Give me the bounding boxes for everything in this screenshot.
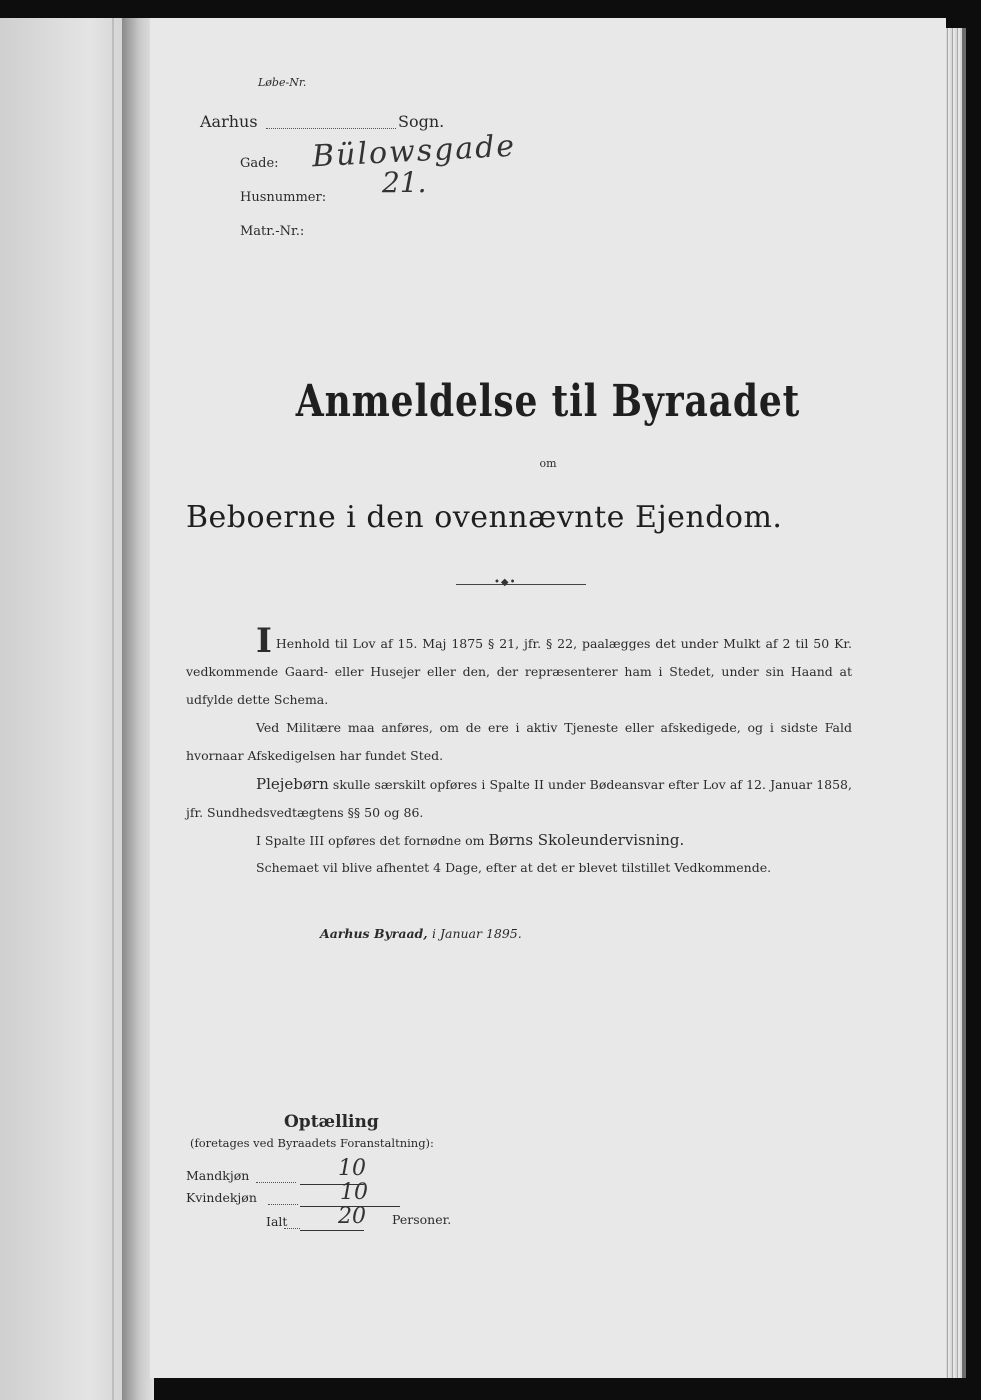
- title-om: om: [539, 457, 557, 470]
- signature-line: [320, 926, 522, 941]
- document-subtitle: Beboerne i den ovennævnte Ejendom.: [186, 500, 783, 535]
- total-label: Ialt: [266, 1214, 288, 1229]
- left-page-edge: [112, 18, 114, 1400]
- dropcap: I: [256, 621, 272, 661]
- total-entry-line: [300, 1230, 364, 1231]
- paragraph-law-text: Henhold til Lov af 15. Maj 1875 § 21, jfr. § 22, paalægges det under Mulkt af 2 til 50 Kr. vedkommende Gaard- eller Husejer eller den, der repræsenterer ham i Stedet, under sin Haand at udfylde dette Schema.: [186, 636, 852, 707]
- sogn-label: Sogn.: [398, 112, 445, 131]
- total-count-value: 20: [338, 1204, 366, 1229]
- female-label: Kvindekjøn: [186, 1190, 257, 1205]
- divider-line: [456, 584, 586, 585]
- husnummer-label: Husnummer:: [240, 190, 327, 205]
- count-subtitle: (foretages ved Byraadets Foranstaltning):: [190, 1136, 434, 1150]
- divider-ornament: •◆•: [494, 577, 517, 588]
- paragraph-schooling: [256, 826, 852, 855]
- page-stack-shadow: [962, 28, 966, 1378]
- signature-org: Aarhus Byraad,: [320, 926, 428, 941]
- paragraph-pickup: Schemaet vil blive afhentet 4 Dage, efter at det er blevet tilstillet Vedkommende.: [256, 860, 772, 875]
- matr-nr-label: Matr.-Nr.:: [240, 224, 305, 239]
- gade-handwritten-value: Bülowsgade: [311, 128, 517, 175]
- paragraph-foster-text: skulle særskilt opføres i Spalte II under Bødeansvar efter Lov af 12. Januar 1858, jfr. Sundhedsvedtægtens §§ 50 og 86.: [186, 777, 852, 820]
- gade-label: Gade:: [240, 156, 279, 171]
- paragraph-military: Ved Militære maa anføres, om de ere i aktiv Tjeneste eller afskedigede, og i sidste Fald hvornaar Afskedigelsen har fundet Sted.: [186, 720, 852, 763]
- female-dotted-leader: [268, 1204, 298, 1205]
- sogn-dotted-line: [266, 128, 396, 129]
- city-label: Aarhus: [200, 112, 258, 131]
- husnummer-handwritten-value: 21.: [382, 166, 427, 199]
- skoleundervisning-emphasis: Børns Skoleundervisning.: [488, 831, 685, 849]
- male-count-value: 10: [338, 1156, 366, 1181]
- paragraph-schooling-text: I Spalte III opføres det fornødne om: [256, 833, 485, 848]
- plejeborn-emphasis: Plejebørn: [256, 775, 329, 793]
- male-label: Mandkjøn: [186, 1168, 250, 1183]
- male-dotted-leader: [256, 1182, 296, 1183]
- female-count-value: 10: [340, 1180, 368, 1205]
- total-dotted-leader: [284, 1228, 300, 1229]
- persons-label: Personer.: [392, 1212, 452, 1227]
- left-page: [0, 18, 128, 1400]
- signature-date: i Januar 1895.: [432, 926, 522, 941]
- count-title: Optælling: [284, 1112, 379, 1132]
- paragraph-law: [186, 621, 852, 714]
- paragraph-foster-children: [186, 770, 852, 827]
- loebe-nr-label: Løbe-Nr.: [258, 76, 307, 89]
- document-title: Anmeldelse til Byraadet: [295, 376, 801, 427]
